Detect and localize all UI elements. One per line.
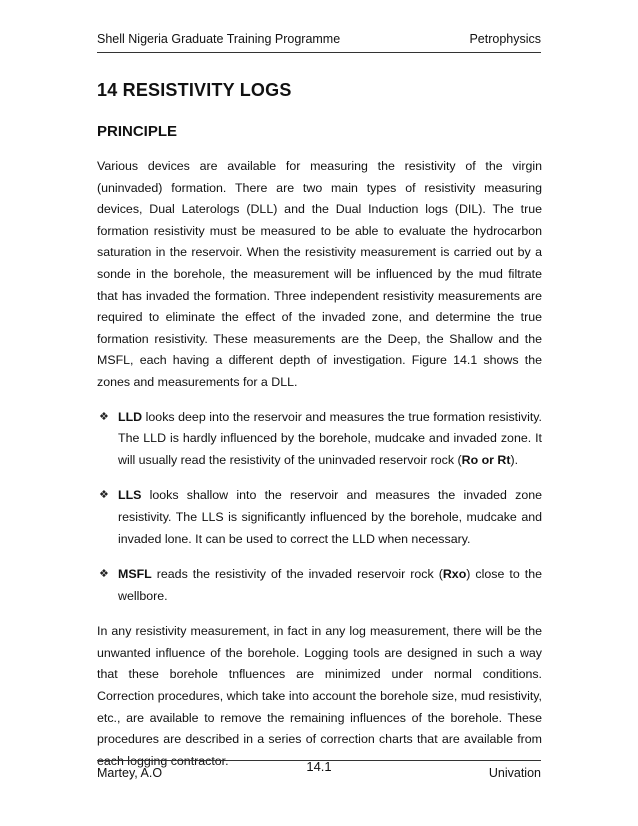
bullet-inline-bold: Ro or Rt [461,452,511,467]
bullet-item-msfl [97,564,542,607]
intro-paragraph: Various devices are available for measuring the resistivity of the virgin (uninvaded) formation. There are two main types of resistivity measuring devices, Dual Laterologs (DLL) and the Dual Induction logs (DIL). The true formation resistivity must be measured to be able to evaluate the hydrocarbon saturation in the reservoir. When the resistivity measurement is carried out by a sonde in the borehole, the measurement will be influenced by the mud filtrate that has invaded the formation. Three independent resistivity measurements are required to eliminate the effect of the invaded zone, and determine the true formation resistivity. These measurements are the Deep, the Shallow and the MSFL, each having a different depth of investigation. Figure 14.1 shows the zones and measurements for a DLL. [97,159,542,389]
diamond-bullet-icon: ❖ [99,489,109,502]
bullet-body-end: ). [510,452,519,467]
page-number: 14.1 [306,759,332,774]
footer-right-text: Univation [488,766,541,780]
bullet-inline-bold: Rxo [442,567,467,582]
page-header [97,30,541,53]
closing-paragraph: In any resistivity measurement, in fact in any log measurement, there will be the unwanted influence of the borehole. Logging tools are designed in such a way that these borehole tnfluences are minimized under normal conditions. Correction procedures, which take into account the borehole size, mud resistivity, etc., are available to remove the remaining influences of the borehole. These procedures are described in a series of correction charts that are available from each logging contractor. [97,624,542,768]
bullet-text [118,407,542,472]
bullet-list [97,407,542,608]
footer-author: Martey, A.O [97,766,163,780]
page-content [97,70,542,772]
bullet-text [118,564,542,607]
chapter-title: 14 RESISTIVITY LOGS [97,80,292,100]
bullet-body-end: ) close to the wellbore. [118,567,542,603]
diamond-bullet-icon: ❖ [99,410,109,423]
section-heading: PRINCIPLE [97,123,178,140]
header-right-text: Petrophysics [469,32,541,46]
bullet-body: reads the resistivity of the invaded reservoir rock ( [151,567,443,582]
bullet-item-lls [97,485,542,550]
bullet-body: looks shallow into the reservoir and measures the invaded zone resistivity. The LLS is significantly influenced by the borehole, mudcake and invaded lone. It can be used to correct the LLD when necessary. [118,488,542,546]
bullet-term: MSFL [118,567,152,582]
bullet-text [118,485,542,550]
header-left-text: Shell Nigeria Graduate Training Programme [97,32,341,46]
bullet-term: LLS [118,488,142,503]
bullet-term: LLD [118,409,143,424]
bullet-item-lld [97,407,542,472]
bullet-body: looks deep into the reservoir and measures the true formation resistivity. The LLD is hardly influenced by the borehole, mudcake and invaded zone. It will usually read the resistivity of the uninvaded reservoir rock ( [118,409,542,467]
diamond-bullet-icon: ❖ [99,568,109,581]
page-footer [97,760,541,785]
